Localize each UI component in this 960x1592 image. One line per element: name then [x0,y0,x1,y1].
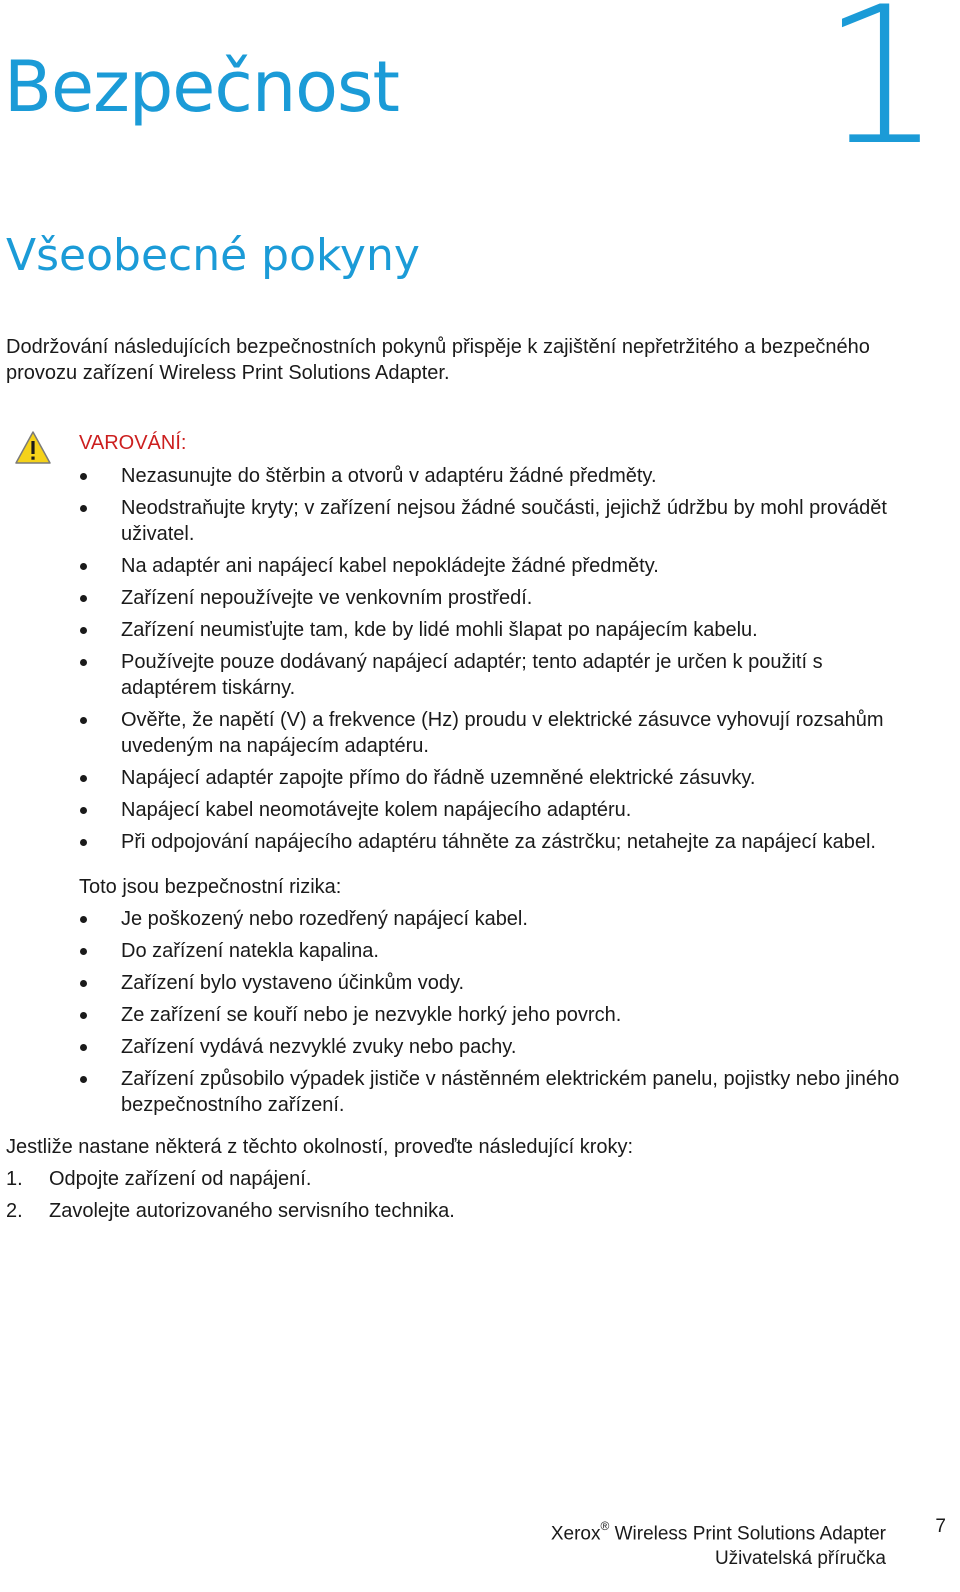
risk-item: Je poškozený nebo rozedřený napájecí kabel. [0,906,921,932]
bullet [80,948,87,955]
bullet [80,717,87,724]
bullet [80,839,87,846]
bullet [80,1044,87,1051]
bullet [80,659,87,666]
bullet [80,1076,87,1083]
registered-mark: ® [600,1519,610,1533]
risk-item: Zařízení vydává nezvyklé zvuky nebo pachy. [0,1034,921,1060]
warning-item: Používejte pouze dodávaný napájecí adaptér; tento adaptér je určen k použití s adaptérem tiskárny. [0,649,921,701]
warning-item: Zařízení neumisťujte tam, kde by lidé mohli šlapat po napájecím kabelu. [0,617,921,643]
section-title: Všeobecné pokyny [6,230,420,281]
warning-triangle-icon [14,430,52,465]
chapter-number: 1 [821,0,938,187]
steps-list [0,1166,960,1230]
warning-item: Při odpojování napájecího adaptéru táhněte za zástrčku; netahejte za napájecí kabel. [0,829,921,855]
risks-heading: Toto jsou bezpečnostní rizika: [79,876,342,898]
bullet [80,1012,87,1019]
step-text: Odpojte zařízení od napájení. [49,1168,312,1190]
footer-product: Wireless Print Solutions Adapter [614,1523,886,1545]
warning-item: Nezasunujte do štěrbin a otvorů v adaptéru žádné předměty. [0,463,921,489]
step-item [0,1166,960,1192]
step-text: Zavolejte autorizovaného servisního technika. [49,1200,455,1222]
bullet [80,980,87,987]
step-number: 2. [6,1200,23,1222]
risk-item: Ze zařízení se kouří nebo je nezvykle horký jeho povrch. [0,1002,921,1028]
warning-item: Neodstraňujte kryty; v zařízení nejsou žádné součásti, jejichž údržbu by mohl provádět uživatel. [0,495,921,547]
bullet [80,627,87,634]
risk-list [0,906,960,1124]
step-number: 1. [6,1168,23,1190]
warning-item: Napájecí kabel neomotávejte kolem napájecího adaptéru. [0,797,921,823]
steps-intro: Jestliže nastane některá z těchto okolností, proveďte následující kroky: [6,1136,634,1158]
risk-item: Zařízení způsobilo výpadek jističe v nástěnném elektrickém panelu, pojistky nebo jiného bezpečnostního zařízení. [0,1066,921,1118]
warning-item: Zařízení nepoužívejte ve venkovním prostředí. [0,585,921,611]
bullet [80,595,87,602]
warning-heading: VAROVÁNÍ: [79,432,187,454]
bullet [80,775,87,782]
bullet [80,473,87,480]
footer-guide: Uživatelská příručka [714,1548,886,1570]
footer-brand: Xerox [550,1523,601,1545]
warning-list [0,463,960,861]
warning-item: Ověřte, že napětí (V) a frekvence (Hz) proudu v elektrické zásuvce vyhovují rozsahům uvedeným na napájecím adaptéru. [0,707,921,759]
step-item [0,1198,960,1224]
section-intro: Dodržování následujících bezpečnostních pokynů přispěje k zajištění nepřetržitého a bezpečného provozu zařízení Wireless Print Solutions Adapter. [6,336,870,384]
bullet [80,505,87,512]
risk-item: Zařízení bylo vystaveno účinkům vody. [0,970,921,996]
footer [551,1516,886,1571]
bullet [80,563,87,570]
chapter-title: Bezpečnost [4,46,399,128]
bullet [80,807,87,814]
page-number: 7 [935,1516,946,1537]
bullet [80,916,87,923]
warning-item: Na adaptér ani napájecí kabel nepokládejte žádné předměty. [0,553,921,579]
risk-item: Do zařízení natekla kapalina. [0,938,921,964]
warning-item: Napájecí adaptér zapojte přímo do řádně uzemněné elektrické zásuvky. [0,765,921,791]
footer-product-line [551,1516,886,1546]
